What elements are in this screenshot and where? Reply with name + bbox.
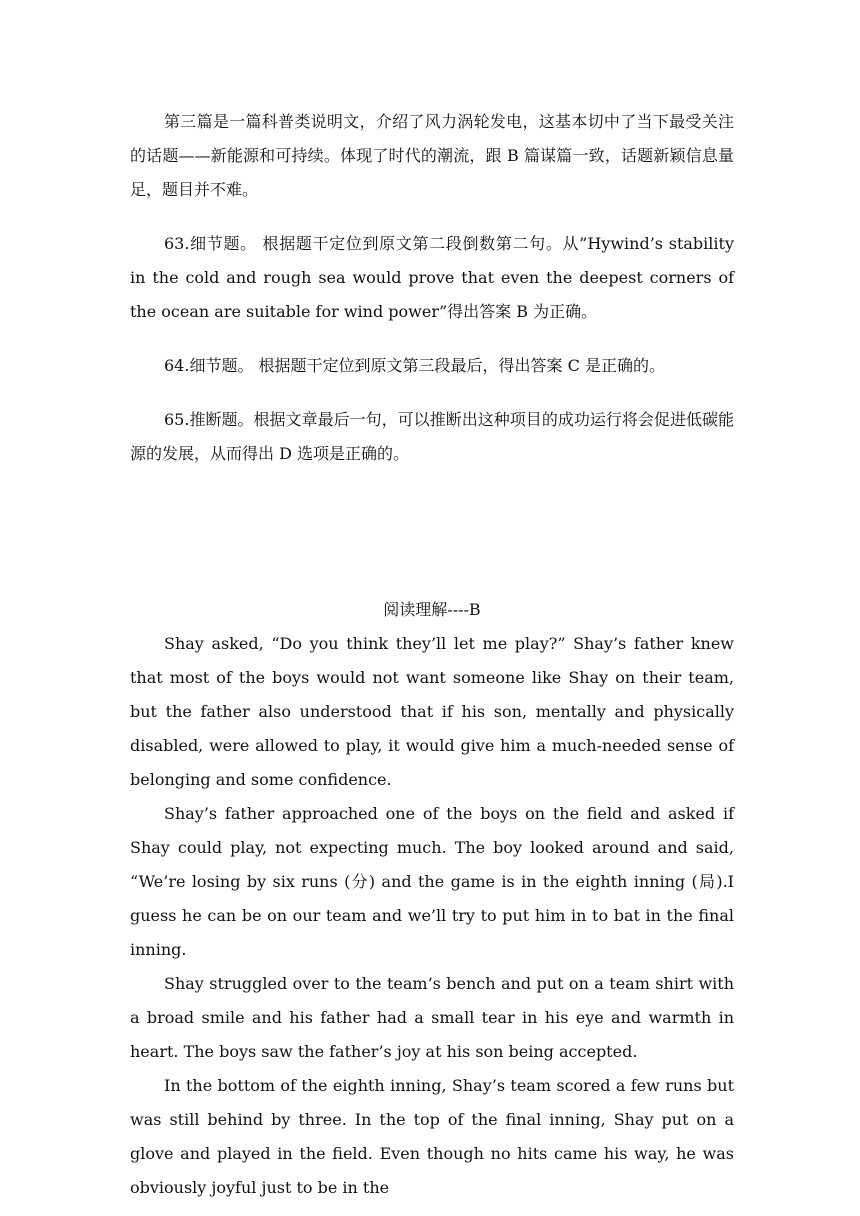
reading-passage (130, 627, 734, 1205)
passage-paragraph-3: Shay struggled over to the team’s bench and put on a team shirt with a broad smile and his father had a small tear in his eye and warmth in heart. The boys saw the father’s joy at his son being accepted. (130, 974, 734, 1061)
passage-paragraph-1: Shay asked, “Do you think they’ll let me play?” Shay’s father knew that most of the boys would not want someone like Shay on their team, but the father also understood that if his son, mentally and physically disabled, were allowed to play, it would give him a much-needed sense of belonging and some confidence. (130, 634, 734, 789)
analysis-question-64: 64.细节题。 根据题干定位到原文第三段最后，得出答案 C 是正确的。 (164, 356, 665, 375)
passage-paragraph-2: Shay’s father approached one of the boys on the field and asked if Shay could play, not expecting much. The boy looked around and said, “We’re losing by six runs (分) and the game is in the eighth inning (局).I guess he can be on our team and we’ll try to put him in to bat in the final inning. (130, 804, 734, 959)
analysis-question-65: 65.推断题。根据文章最后一句，可以推断出这种项目的成功运行将会促进低碳能源的发展，从而得出 D 选项是正确的。 (130, 410, 734, 463)
analysis-intro-paragraph: 第三篇是一篇科普类说明文，介绍了风力涡轮发电，这基本切中了当下最受关注的话题——新能源和可持续。体现了时代的潮流，跟 B 篇谋篇一致，话题新颖信息量足，题目并不难。 (130, 112, 734, 199)
analysis-question-63: 63.细节题。 根据题干定位到原文第二段倒数第二句。从”Hywind’s stability in the cold and rough sea would prove that even the deepest corners of the ocean are suitable for wind power”得出答案 B 为正确。 (130, 234, 734, 321)
passage-paragraph-4: In the bottom of the eighth inning, Shay’s team scored a few runs but was still behind by three. In the top of the final inning, Shay put on a glove and played in the field. Even though no hits came his way, he was obviously joyful just to be in the (130, 1076, 734, 1197)
reading-section-heading: 阅读理解----B (383, 600, 481, 619)
